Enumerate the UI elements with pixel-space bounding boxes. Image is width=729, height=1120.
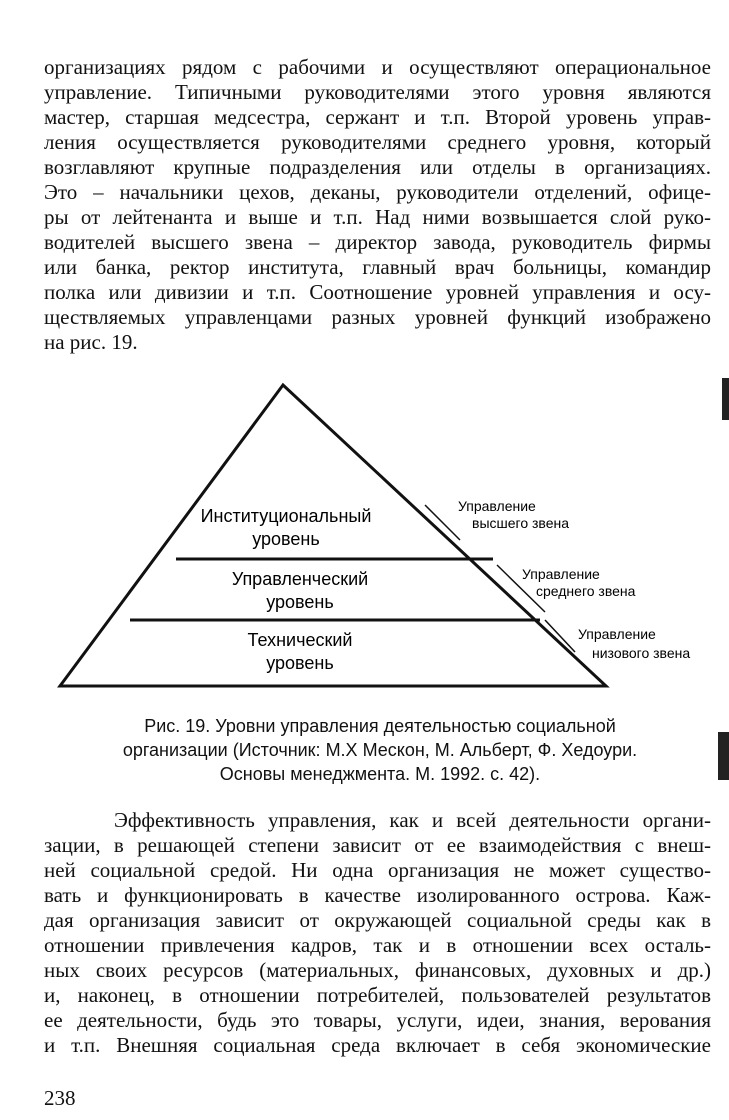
text-line: на рис. 19. [44,330,138,354]
text-line: мастер, старшая медсестра, сержант и т.п. Второй уровень управ- [44,105,711,129]
level-label: Управленческий [231,569,369,589]
caption-line: организации (Источник: М.Х Мескон, М. Альберт, Ф. Хедоури. [122,740,638,760]
scan-artifact [718,732,729,780]
caption-line: Основы менеджмента. М. 1992. с. 42). [219,764,541,784]
text-line: ней социальной средой. Ни одна организация не может существо- [44,858,711,882]
annotation-leader [545,620,575,652]
text-line: ществляемых управленцами разных уровней функций изображено [44,305,711,329]
side-annotation: низового звена [592,645,691,661]
scan-artifact [722,378,729,420]
text-line: полка или дивизии и т.п. Соотношение уровней управления и осу- [44,280,711,304]
side-annotation: Управление [522,566,600,582]
text-line: или банка, ректор института, главный врач больницы, командир [44,255,711,279]
level-label: уровень [266,592,334,612]
management-levels-pyramid [40,380,729,700]
text-line: водителей высшего звена – директор завода, руководитель фирмы [44,230,711,254]
paragraph-1 [44,55,711,355]
text-line: возглавляют крупные подразделения или отделы в организациях. [44,155,711,179]
text-line: Это – начальники цехов, деканы, руководители отделений, офице- [44,180,711,204]
text-line: ры от лейтенанта и выше и т.п. Над ними возвышается слой руко- [44,205,711,229]
level-label: Технический [247,630,353,650]
text-line: ных своих ресурсов (материальных, финансовых, духовных и др.) [44,958,711,982]
side-annotation: Управление [458,498,536,514]
text-line: Эффективность управления, как и всей деятельности органи- [114,808,711,832]
paragraph-2 [44,808,711,1058]
level-label: уровень [266,653,334,673]
text-line: отношении привлечения кадров, так и в отношении всех осталь- [44,933,711,957]
text-line: дая организация зависит от окружающей социальной среды как в [44,908,711,932]
text-line: и, наконец, в отношении потребителей, пользователей результатов [44,983,711,1007]
page-number: 238 [44,1086,76,1110]
figure-caption [80,714,680,786]
text-line: зации, в решающей степени зависит от ее взаимодействия с внеш- [44,833,711,857]
text-line: организациях рядом с рабочими и осуществляют операциональное [44,55,711,79]
side-annotation: Управление [578,626,656,642]
text-line: ления осуществляется руководителями среднего уровня, который [44,130,711,154]
text-line: вать и функционировать в качестве изолированного острова. Каж- [44,883,711,907]
side-annotation: среднего звена [536,583,636,599]
text-line: и т.п. Внешняя социальная среда включает в себя экономические [44,1033,711,1057]
text-line: управление. Типичными руководителями этого уровня являются [44,80,711,104]
caption-line: Рис. 19. Уровни управления деятельностью социальной [144,716,616,736]
level-label: уровень [252,529,320,549]
level-label: Институциональный [200,506,372,526]
side-annotation: высшего звена [472,515,569,531]
text-line: ее деятельности, будь это товары, услуги, идеи, знания, верования [44,1008,711,1032]
